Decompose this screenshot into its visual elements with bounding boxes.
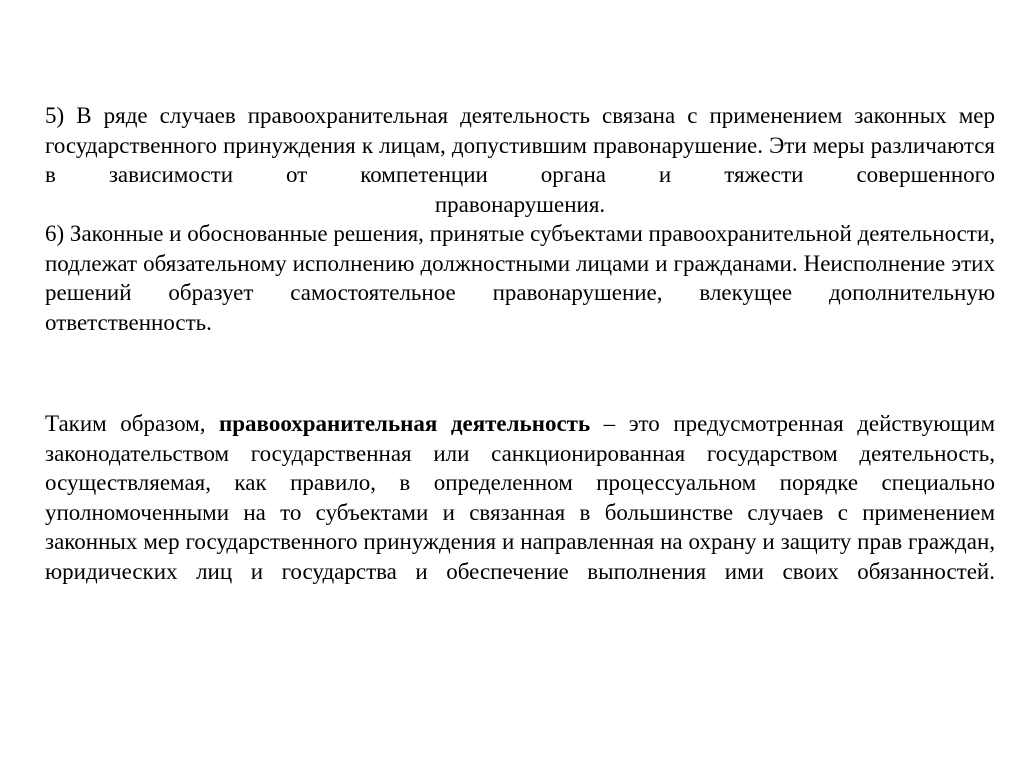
point-5-tail: правонарушения. bbox=[434, 191, 606, 217]
point-6-text: 6) Законные и обоснованные решения, принятые субъектами правоохранительной деятельности, подлежат обязательному исполнению должностными лицами и гражданами. Неисполнение этих решений образует самостоятельное правонарушение, влекущее дополнительную ответственность. bbox=[45, 221, 995, 335]
points-block bbox=[45, 101, 995, 337]
conclusion-definition: – это предусмотренная действующим законодательством государственная или санкционированная государством деятельность, осуществляемая, как правило, в определенном процессуальном порядке специально уполномоченными на то субъектами и связанная в большинстве случаев с применением законных мер государственного принуждения и направленная на охрану и защиту прав граждан, юридических лиц и государства и обеспечение выполнения ими своих обязанностей. bbox=[45, 411, 995, 584]
conclusion-block bbox=[45, 409, 995, 586]
point-5-text: 5) В ряде случаев правоохранительная деятельность связана с применением законных мер государственного принуждения к лицам, допустившим правонарушение. Эти меры различаются в зависимости от компетенции органа и тяжести совершенного bbox=[45, 103, 995, 187]
conclusion-paragraph bbox=[45, 409, 995, 586]
defined-term: правоохранительная деятельность bbox=[219, 411, 591, 436]
conclusion-lead: Таким образом, bbox=[45, 411, 220, 436]
